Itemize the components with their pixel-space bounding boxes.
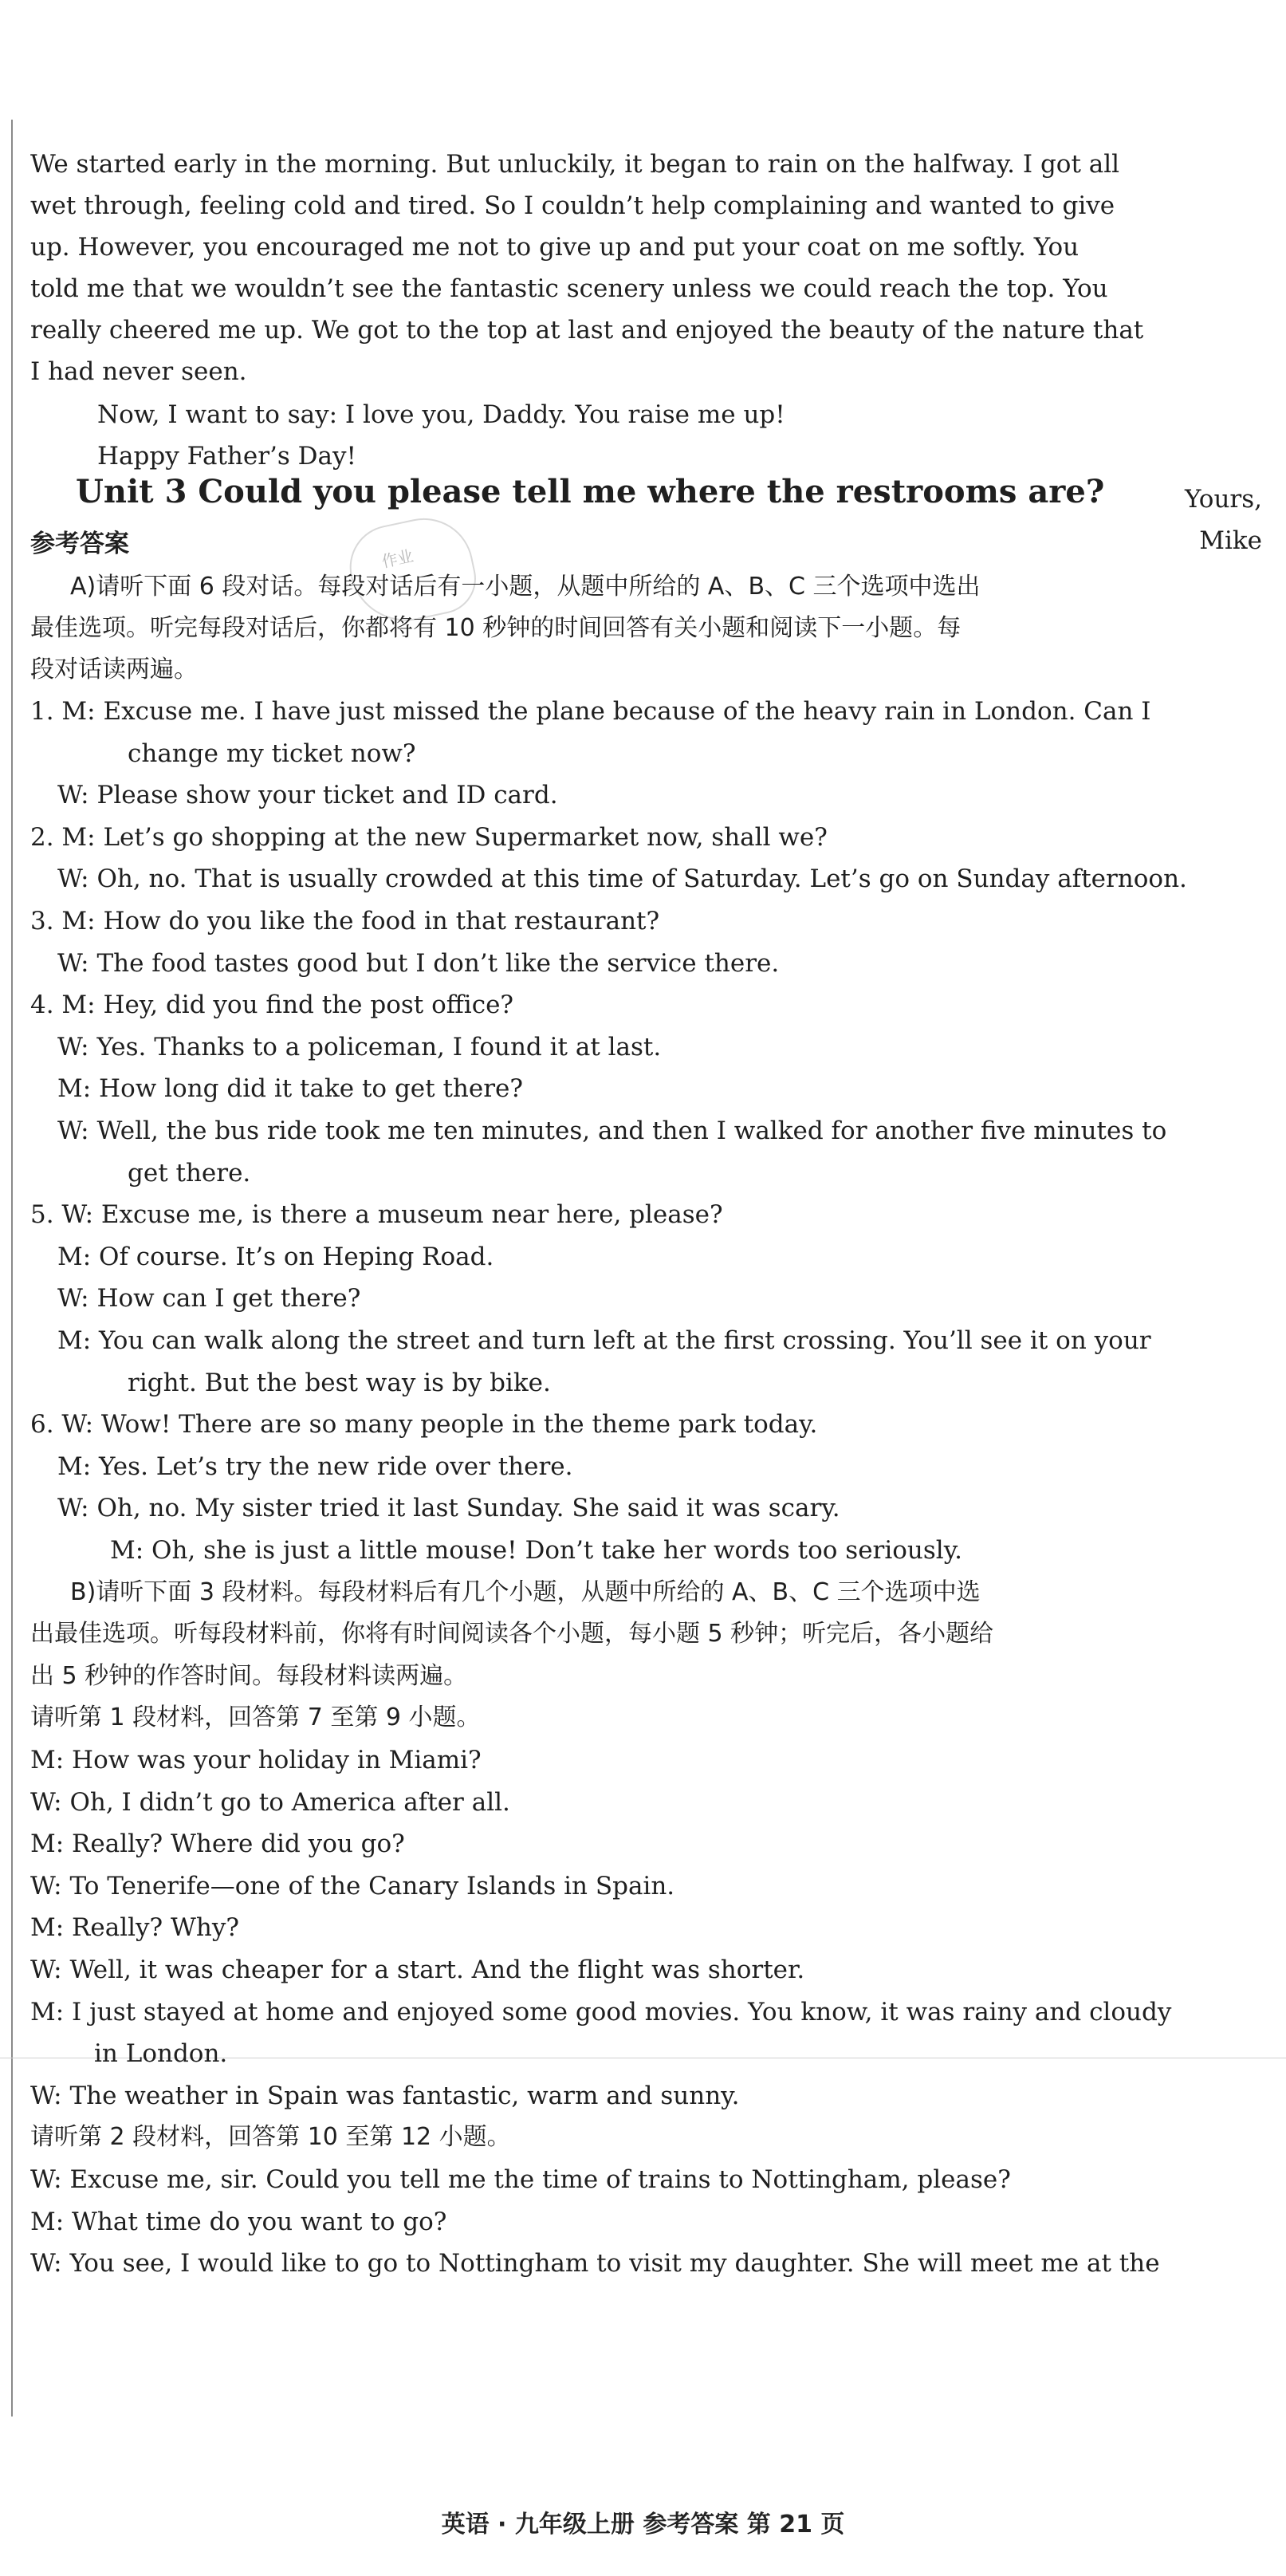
- letter-line: I had never seen.: [30, 357, 247, 386]
- dialogue-line: W: How can I get there?: [57, 1284, 361, 1314]
- dialogue-line: 1. M: Excuse me. I have just missed the plane because of the heavy rain in London. Can I: [30, 697, 1151, 726]
- letter-line: up. However, you encouraged me not to give up and put your coat on me softly. You: [30, 233, 1080, 262]
- margin-rule: [11, 120, 13, 2416]
- dialogue-line: M: Really? Where did you go?: [30, 1830, 405, 1859]
- answer-heading: 参考答案: [30, 530, 129, 558]
- dialogue-line: in London.: [94, 2039, 228, 2069]
- dialogue-line: W: Oh, no. My sister tried it last Sunday. She said it was scary.: [57, 1494, 840, 1523]
- dialogue-line: M: Oh, she is just a little mouse! Don’t take her words too seriously.: [110, 1536, 962, 1565]
- dialogue-line: 4. M: Hey, did you find the post office?: [30, 991, 514, 1020]
- section-b-instruction: 出最佳选项。听每段材料前，你将有时间阅读各个小题，每小题 5 秒钟；听完后，各小题给: [30, 1620, 994, 1648]
- dialogue-line: W: Excuse me, sir. Could you tell me the time of trains to Nottingham, please?: [30, 2165, 1011, 2194]
- dialogue-line: W: Well, the bus ride took me ten minutes, and then I walked for another five minutes to: [57, 1117, 1167, 1145]
- dialogue-line: 5. W: Excuse me, is there a museum near here, please?: [30, 1200, 723, 1230]
- letter-line: really cheered me up. We got to the top at last and enjoyed the beauty of the nature that: [30, 316, 1144, 345]
- letter-line: We started early in the morning. But unluckily, it began to rain on the halfway. I got all: [30, 150, 1120, 179]
- letter-sign-off: Yours,: [1185, 485, 1262, 514]
- section-b-instruction: 出 5 秒钟的作答时间。每段材料读两遍。: [30, 1661, 468, 1690]
- material-2-heading: 请听第 2 段材料，回答第 10 至第 12 小题。: [30, 2123, 511, 2152]
- dialogue-line: M: Of course. It’s on Heping Road.: [57, 1242, 494, 1271]
- dialogue-line: W: The food tastes good but I don’t like the service there.: [57, 948, 780, 978]
- dialogue-line: M: What time do you want to go?: [30, 2207, 447, 2236]
- dialogue-line: M: How long did it take to get there?: [57, 1074, 524, 1104]
- dialogue-line: W: Please show your ticket and ID card.: [57, 781, 558, 810]
- dialogue-line: M: Yes. Let’s try the new ride over there.: [57, 1451, 573, 1481]
- letter-greeting: Happy Father’s Day!: [97, 442, 356, 471]
- dialogue-line: M: I just stayed at home and enjoyed some good movies. You know, it was rainy and cloudy: [30, 1997, 1172, 2027]
- dialogue-line: 3. M: How do you like the food in that restaurant?: [30, 907, 660, 935]
- dialogue-line: M: Really? Why?: [30, 1913, 239, 1943]
- letter-line: wet through, feeling cold and tired. So I couldn’t help complaining and wanted to give: [30, 191, 1115, 220]
- stamp-text: 作业: [380, 546, 415, 572]
- unit-title: Unit 3 Could you please tell me where the restrooms are?: [76, 473, 1105, 510]
- letter-signature: Mike: [1199, 526, 1262, 555]
- dialogue-line: W: Oh, I didn’t go to America after all.: [30, 1787, 510, 1817]
- section-a-instruction: 段对话读两遍。: [30, 656, 198, 683]
- section-b-instruction: B)请听下面 3 段材料。每段材料后有几个小题，从题中所给的 A、B、C 三个选项中选: [70, 1578, 981, 1606]
- dialogue-line: W: Well, it was cheaper for a start. And the flight was shorter.: [30, 1956, 805, 1984]
- dialogue-line: right. But the best way is by bike.: [128, 1368, 551, 1397]
- dialogue-line: 6. W: Wow! There are so many people in the theme park today.: [30, 1410, 818, 1440]
- letter-line: told me that we wouldn’t see the fantastic scenery unless we could reach the top. You: [30, 274, 1108, 303]
- dialogue-line: M: You can walk along the street and turn left at the first crossing. You’ll see it on your: [57, 1326, 1151, 1355]
- dialogue-line: W: The weather in Spain was fantastic, warm and sunny.: [30, 2081, 740, 2110]
- dialogue-line: W: Yes. Thanks to a policeman, I found it at last.: [57, 1032, 662, 1062]
- dialogue-line: change my ticket now?: [128, 739, 416, 768]
- section-a-instruction: A)请听下面 6 段对话。每段对话后有一小题，从题中所给的 A、B、C 三个选项中选出: [70, 573, 981, 601]
- material-1-heading: 请听第 1 段材料，回答第 7 至第 9 小题。: [30, 1704, 481, 1732]
- section-a-instruction: 最佳选项。听完每段对话后，你都将有 10 秒钟的时间回答有关小题和阅读下一小题。每: [30, 614, 962, 642]
- page-footer: 英语 · 九年级上册 参考答案 第 21 页: [441, 2511, 845, 2539]
- dialogue-line: get there.: [128, 1158, 251, 1188]
- dialogue-line: M: How was your holiday in Miami?: [30, 1746, 482, 1774]
- letter-closing: Now, I want to say: I love you, Daddy. You raise me up!: [97, 400, 785, 429]
- dialogue-line: 2. M: Let’s go shopping at the new Supermarket now, shall we?: [30, 822, 828, 852]
- dialogue-line: W: To Tenerife—one of the Canary Islands in Spain.: [30, 1871, 675, 1900]
- dialogue-line: W: Oh, no. That is usually crowded at this time of Saturday. Let’s go on Sunday afternoon.: [57, 865, 1187, 894]
- dialogue-line: W: You see, I would like to go to Nottingham to visit my daughter. She will meet me at the: [30, 2249, 1160, 2279]
